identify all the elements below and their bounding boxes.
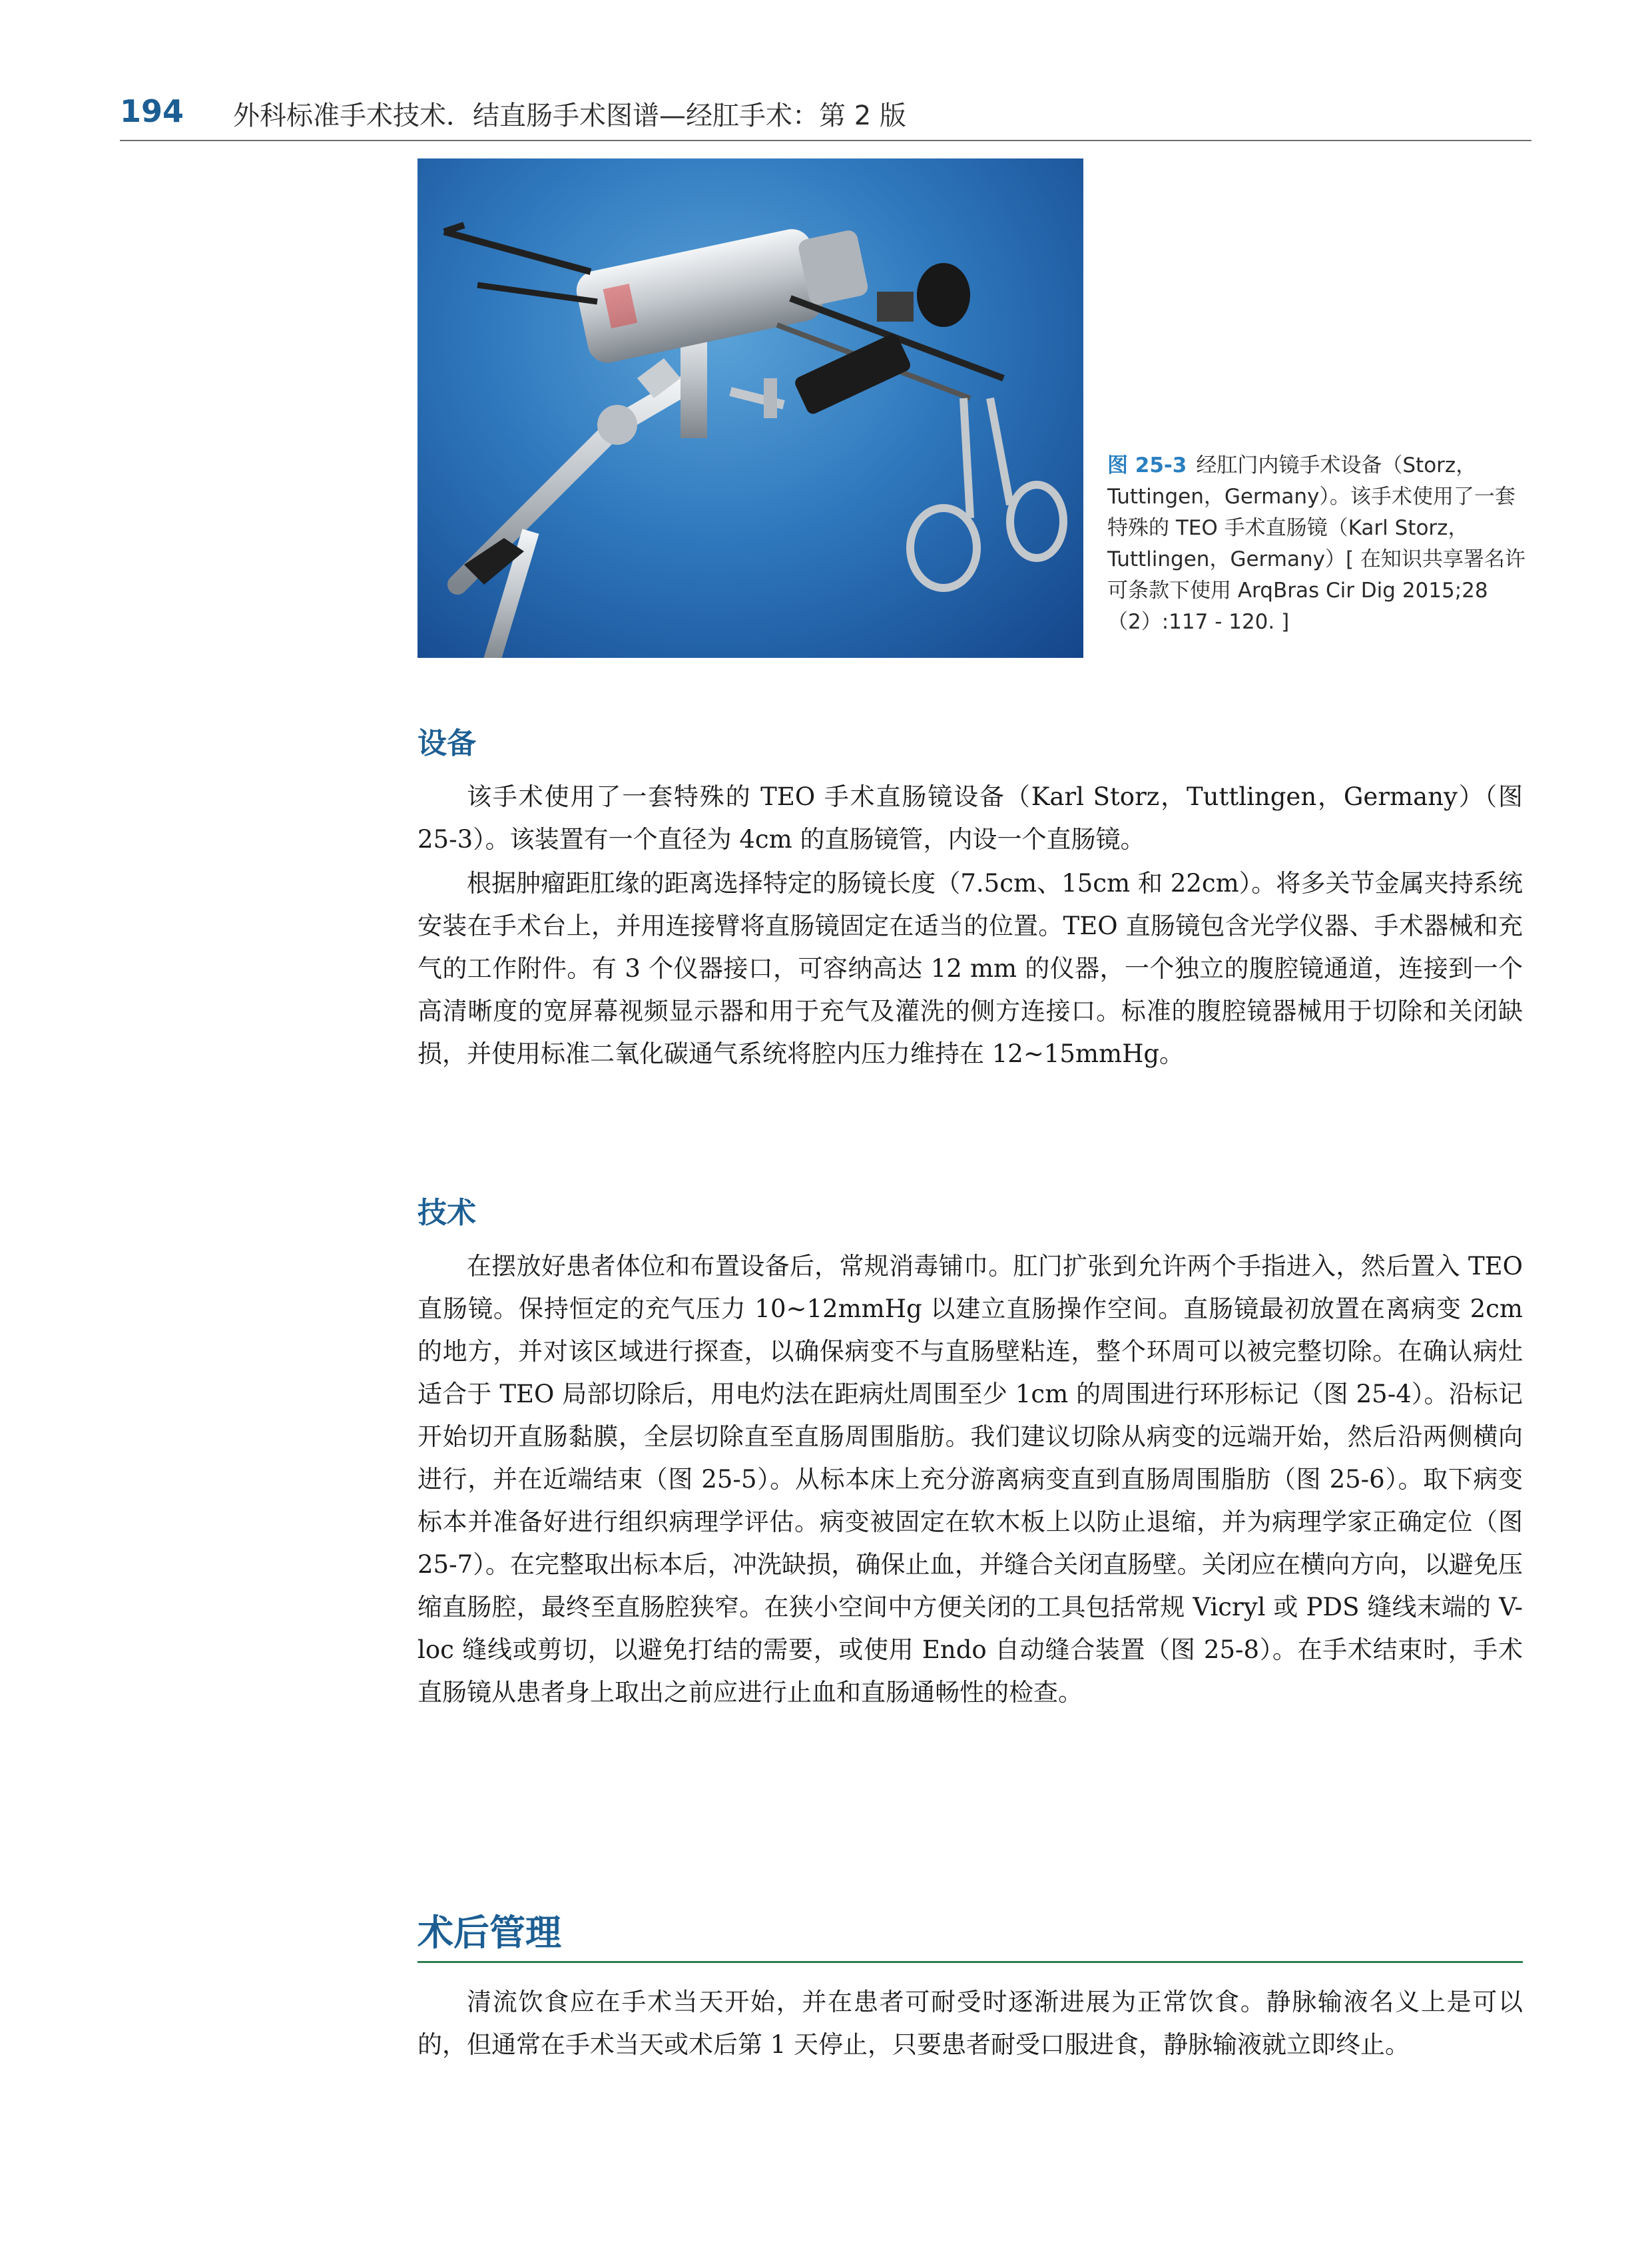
equipment-paragraph-2: 根据肿瘤距肛缘的距离选择特定的肠镜长度（7.5cm、15cm 和 22cm）。将多关节金属夹持系统安装在手术台上，并用连接臂将直肠镜固定在适当的位置。TEO 直肠镜包含光学仪器、手术器械和充气的工作附件。有 3 个仪器接口，可容纳高达 12 mm 的仪器，一个独立的腹腔镜通道，连接到一个高清晰度的宽屏幕视频显示器和用于充气及灌洗的侧方连接口。标准的腹腔镜器械用于切除和关闭缺损，并使用标准二氧化碳通气系统将腔内压力维持在 12~15mmHg。 <box>417 869 1523 1068</box>
equipment-paragraph-1: 该手术使用了一套特殊的 TEO 手术直肠镜设备（Karl Storz，Tuttlingen，Germany）（图 25-3）。该装置有一个直径为 4cm 的直肠镜管，内设一个直肠镜。 <box>417 782 1523 854</box>
teo-proctoscope-illustration <box>417 158 1083 658</box>
section-heading-postop: 术后管理 <box>417 1912 561 1954</box>
section-heading-technique: 技术 <box>417 1196 476 1230</box>
figure-caption-text: 经肛门内镜手术设备（Storz，Tuttingen，Germany）。该手术使用了一套特殊的 TEO 手术直肠镜（Karl Storz，Tuttlingen，Germany）[ 在知识共享署名许可条款下使用 ArqBras Cir Dig 2015;28（2）:117 - 120. ] <box>1107 453 1525 634</box>
page-number: 194 <box>120 93 184 129</box>
section-heading-rule <box>417 1961 1523 1963</box>
running-title: 外科标准手术技术．结直肠手术图谱—经肛手术：第 2 版 <box>233 101 906 131</box>
figure-teo-equipment-photo <box>417 158 1083 658</box>
figure-caption <box>1107 450 1527 638</box>
figure-caption-label: 图 25-3 <box>1107 453 1187 477</box>
postop-paragraph-1: 清流饮食应在手术当天开始，并在患者可耐受时逐渐进展为正常饮食。静脉输液名义上是可以的，但通常在手术当天或术后第 1 天停止，只要患者耐受口服进食，静脉输液就立即终止。 <box>417 1988 1523 2059</box>
section-heading-equipment: 设备 <box>417 726 476 760</box>
page-header <box>120 80 1531 141</box>
technique-paragraph-1: 在摆放好患者体位和布置设备后，常规消毒铺巾。肛门扩张到允许两个手指进入，然后置入 TEO 直肠镜。保持恒定的充气压力 10~12mmHg 以建立直肠操作空间。直肠镜最初放置在离病变 2cm 的地方，并对该区域进行探查，以确保病变不与直肠壁粘连，整个环周可以被完整切除。在确认病灶适合于 TEO 局部切除后，用电灼法在距病灶周围至少 1cm 的周围进行环形标记（图 25-4）。沿标记开始切开直肠黏膜，全层切除直至直肠周围脂肪。我们建议切除从病变的远端开始，然后沿两侧横向进行，并在近端结束（图 25-5）。从标本床上充分游离病变直到直肠周围脂肪（图 25-6）。取下病变标本并准备好进行组织病理学评估。病变被固定在软木板上以防止退缩，并为病理学家正确定位（图 25-7）。在完整取出标本后，冲洗缺损，确保止血，并缝合关闭直肠壁。关闭应在横向方向，以避免压缩直肠腔，最终至直肠腔狭窄。在狭小空间中方便关闭的工具包括常规 Vicryl 或 PDS 缝线末端的 V-loc 缝线或剪切，以避免打结的需要，或使用 Endo 自动缝合装置（图 25-8）。在手术结束时，手术直肠镜从患者身上取出之前应进行止血和直肠通畅性的检查。 <box>417 1252 1523 1707</box>
